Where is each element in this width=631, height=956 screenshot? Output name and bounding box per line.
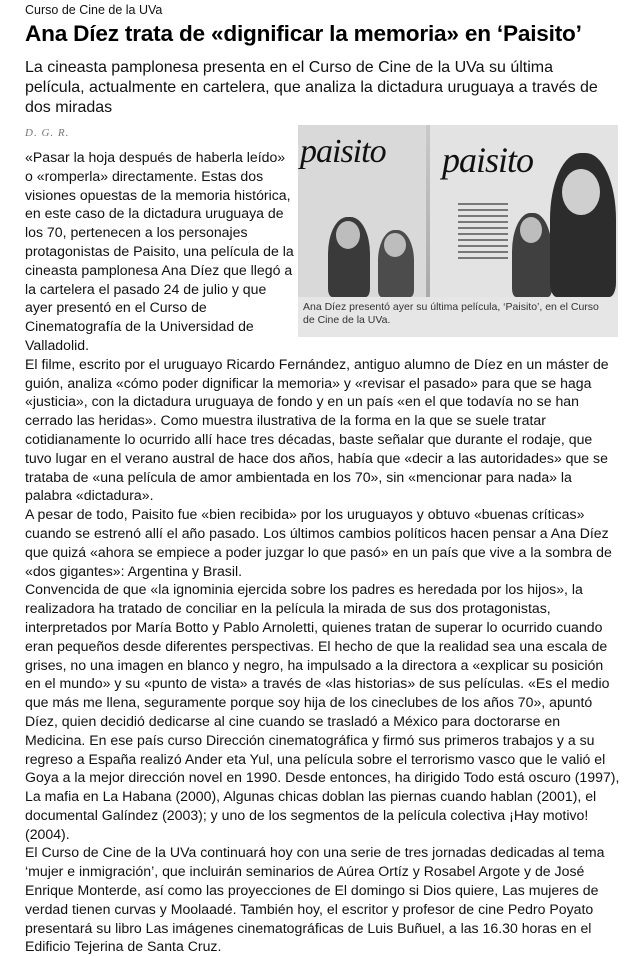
paragraph: A pesar de todo, Paisito fue «bien recibida» por los uruguayos y obtuvo «buenas críticas» cuando se estrenó allí el año pasado. Los últimos cambios políticos hacen pensar a Ana Díez que quizá «ahora se empiece a poder juzgar lo que pasó» en un país que vive a la sombra de «dos gigantes»: Argentina y Brasil. xyxy=(25,506,612,579)
photo-float-spacer xyxy=(295,148,622,353)
photo-caption: Ana Díez presentó ayer su última película, ‘Paisito’, en el Curso de Cine de la UVa. xyxy=(298,297,618,337)
paragraph: «Pasar la hoja después de haberla leído» o «romperla» directamente. Estas dos visiones opuestas de la memoria histórica, en este caso de la dictadura uruguaya de los 70, pertenecen a los personajes protagonistas de Paisito, una película de la cineasta pamplonesa Ana Díez que llegó a la cartelera el pasado 24 de julio y que ayer presentó en el Curso de Cinematografía de la Universidad de Valladolid. xyxy=(25,149,294,353)
poster-title-left: paisito xyxy=(300,133,386,170)
article-body xyxy=(25,148,622,956)
poster-title-right: paisito xyxy=(442,140,534,180)
paragraph: El filme, escrito por el uruguayo Ricardo Fernández, antiguo alumno de Díez en un máster de guión, analiza «cómo poder dignificar la memoria» y «revisar el pasado» para que se haga «justicia», con la dictadura uruguaya de fondo y en un país «en el que todavía no se han cerrado las heridas». Como muestra ilustrativa de la forma en la que se suele tratar cotidianamente lo ocurrido allí hace tres décadas, baste señalar que durante el rodaje, que tuvo lugar en el verano austral de hace dos años, había que «decir a las autoridades» que se trataba de «una película de amor ambientada en los 70», sin «mencionar para nada» la palabra «dictadura». xyxy=(25,355,609,504)
article-subhead: La cineasta pamplonesa presenta en el Curso de Cine de la UVa su última película, actualmente en cartelera, que analiza la dictadura uruguaya a través de dos miradas xyxy=(25,59,598,116)
article-headline: Ana Díez trata de «dignificar la memoria» en ‘Paisito’ xyxy=(25,21,582,46)
paragraph: Convencida de que «la ignominia ejercida sobre los padres es heredada por los hijos», la realizadora ha tratado de conciliar en la película la mirada de sus dos protagonistas, interpretados por María Botto y Pablo Arnoletti, quienes tratan de superar lo ocurrido cuando eran pequeños desde diferentes perspectivas. El hecho de que la realidad sea una escala de grises, no una imagen en blanco y negro, ha impulsado a la directora a «explicar su posición en el mundo» y su «punto de vista» a través de «las historias» de sus películas. «Es el medio que más me llena, seguramente porque soy hija de los cineclubes de los años 70», apuntó Díez, quien decidió dedicarse al cine cuando se trasladó a México para doctorarse en Medicina. En ese país curso Dirección cinematográfica y firmó sus primeros trabajos y a su regreso a España realizó Ander eta Yul, una película sobre el terrorismo vasco que le valió el Goya a la mejor dirección novel en 1990. Desde entonces, ha dirigido Todo está oscuro (1997), La mafia en La Habana (2000), Algunas chicas doblan las piernas cuando hablan (2001), el documental Galíndez (2003); y uno de los segmentos de la película colectiva ¡Hay motivo! (2004). xyxy=(25,581,620,842)
author-byline: D. G. R. xyxy=(25,127,70,139)
paragraph: El Curso de Cine de la UVa continuará hoy con una serie de tres jornadas dedicadas al tema ‘mujer e inmigración’, que incluirán seminarios de Aúrea Ortíz y Rosabel Argote y de José Enrique Monterde, así como las proyecciones de El domingo si Dios quiere, Las mujeres de verdad tienen curvas y Moolaadé. También hoy, el escritor y profesor de cine Pedro Poyato presentará su libro Las imágenes cinematográficas de Luis Buñuel, a las 16.30 horas en el Edificio Tejerina de Santa Cruz. xyxy=(25,844,605,955)
section-kicker: Curso de Cine de la UVa xyxy=(25,3,163,17)
